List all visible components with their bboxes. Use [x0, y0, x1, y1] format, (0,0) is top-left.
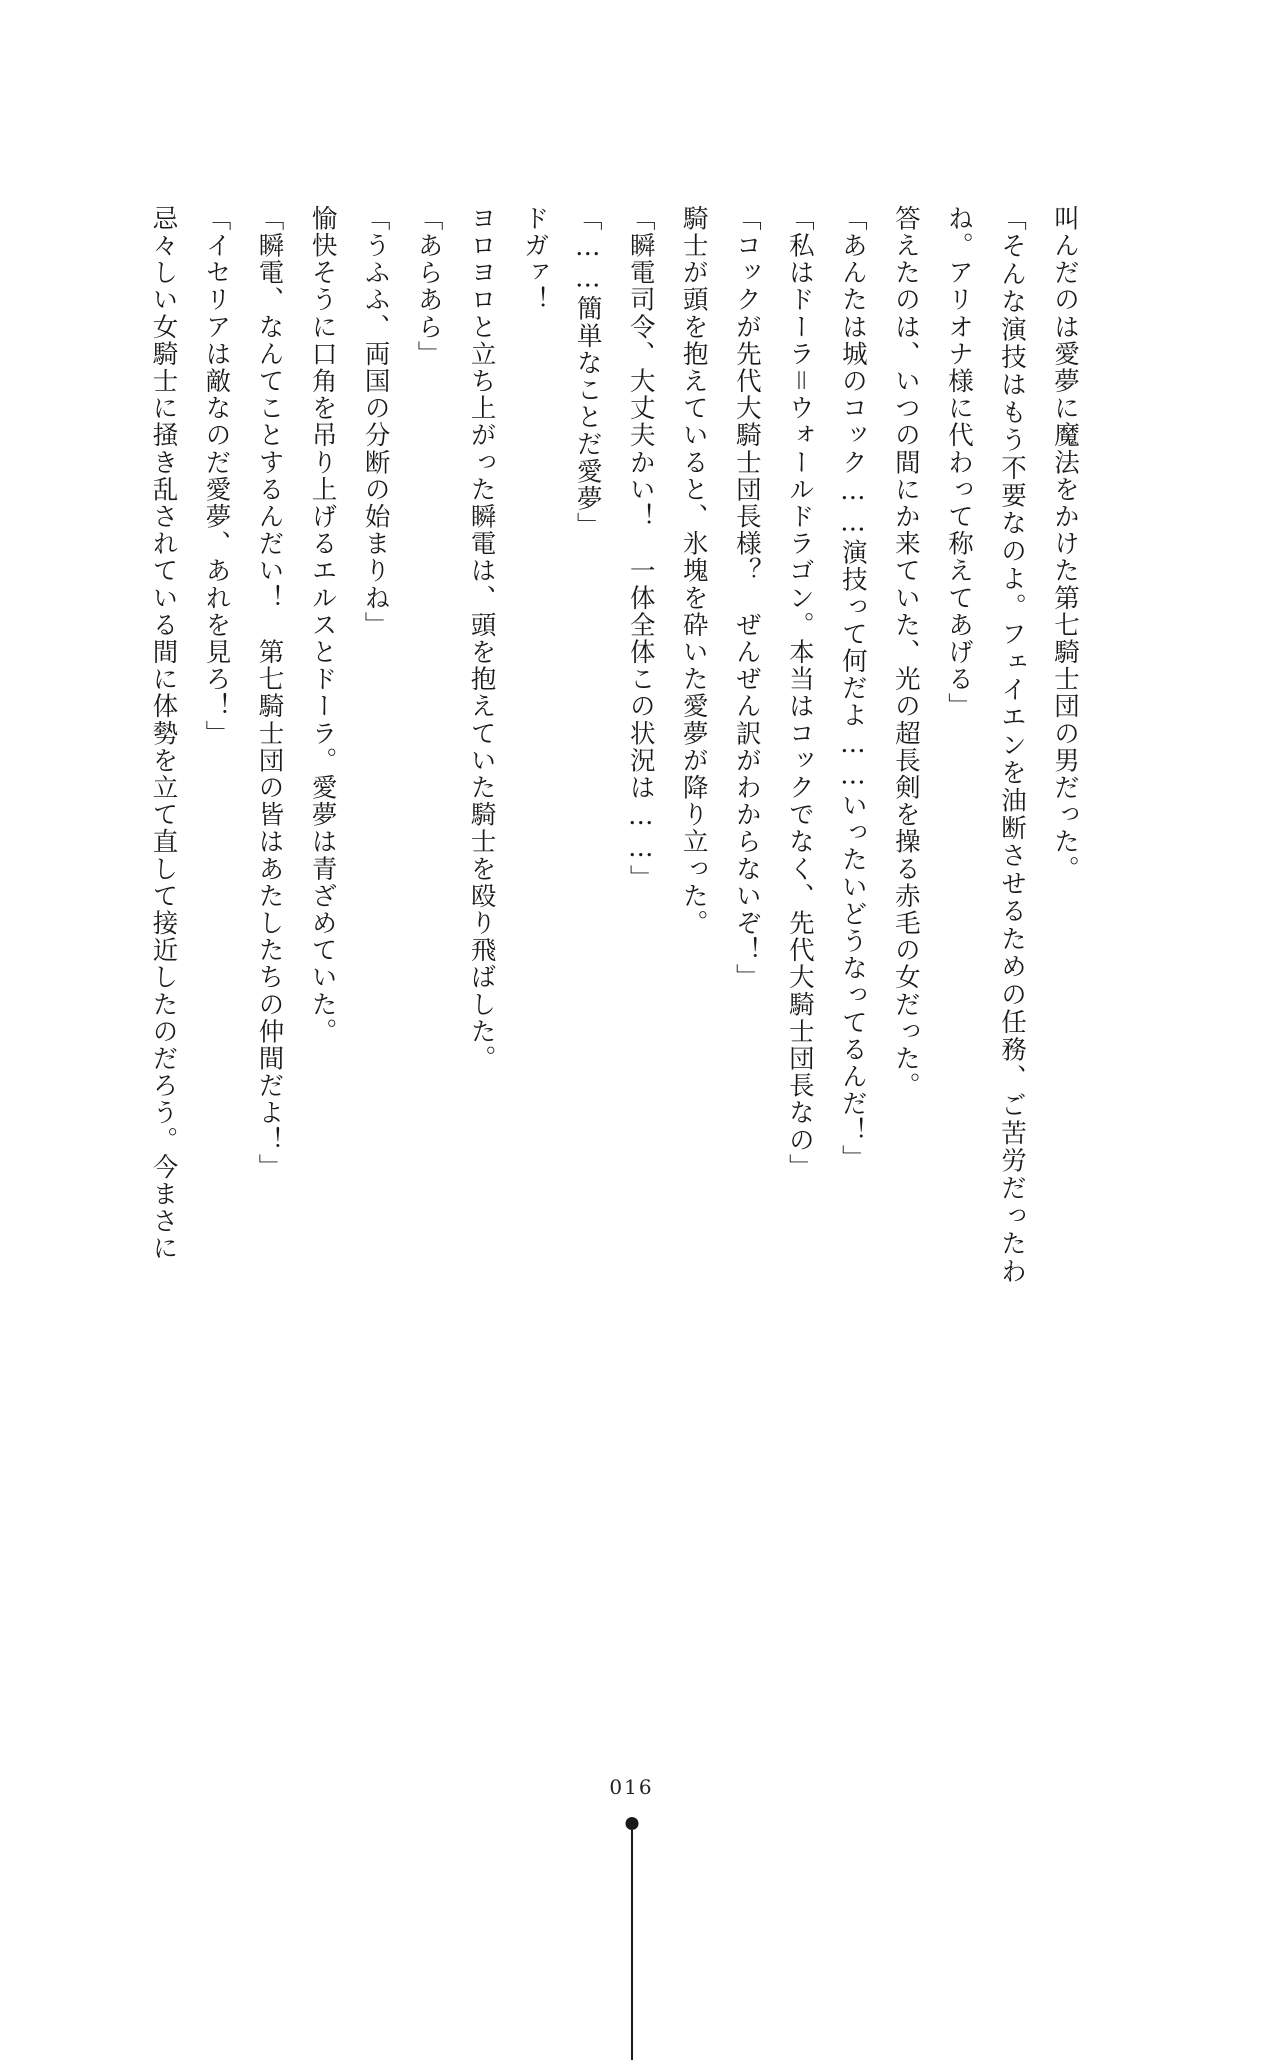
page-number: 016 [609, 1775, 654, 1799]
text-line: 「瞬電、なんてことするんだい！ 第七騎士団の皆はあたしたちの仲間だよ！」 [254, 205, 285, 1181]
text-line: 「そんな演技はもう不要なのよ。フェイエンを油断させるための任務、ご苦労だったわね。アリオナ様に代わって称えてあげる」 [943, 205, 1027, 1285]
text-line: 「イセリアは敵なのだ愛夢、あれを見ろ！」 [201, 205, 232, 747]
text-line: 「あらあら」 [413, 205, 444, 368]
footer-rule-mark [623, 1817, 641, 2057]
text-line: 「コックが先代大騎士団長様？ ぜんぜん訳がわからないぞ！」 [731, 205, 762, 991]
text-line: 忌々しい女騎士に掻き乱されている間に体勢を立て直して接近したのだろう。今まさに [148, 205, 179, 1262]
text-line: 「……簡単なことだ愛夢」 [572, 205, 603, 540]
text-line: ヨロヨロと立ち上がった瞬電は、頭を抱えていた騎士を殴り飛ばした。 [466, 205, 497, 1073]
text-line: 答えたのは、いつの間にか来ていた、光の超長剣を操る赤毛の女だった。 [890, 205, 921, 1100]
footer-vertical-rule [631, 1830, 633, 2060]
text-line: 「うふふ、両国の分断の始まりね」 [360, 205, 391, 639]
footer-dot-icon [625, 1817, 638, 1830]
text-line: 「あんたは城のコック……演技って何だよ……いったいどうなってるんだ！」 [837, 205, 868, 1172]
text-line: 「瞬電司令、大丈夫かい！ 一体全体この状況は……」 [625, 205, 656, 892]
text-line: 愉快そうに口角を吊り上げるエルスとドーラ。愛夢は青ざめていた。 [307, 205, 338, 1046]
text-line: 騎士が頭を抱えていると、氷塊を砕いた愛夢が降り立った。 [678, 205, 709, 937]
text-line: ドガァ！ [519, 205, 550, 314]
text-line: 「私はドーラ＝ウォールドラゴン。本当はコックでなく、先代大騎士団長なの」 [784, 205, 815, 1181]
page-text-body [148, 205, 1091, 1285]
text-line: 叫んだのは愛夢に魔法をかけた第七騎士団の男だった。 [1050, 205, 1080, 883]
